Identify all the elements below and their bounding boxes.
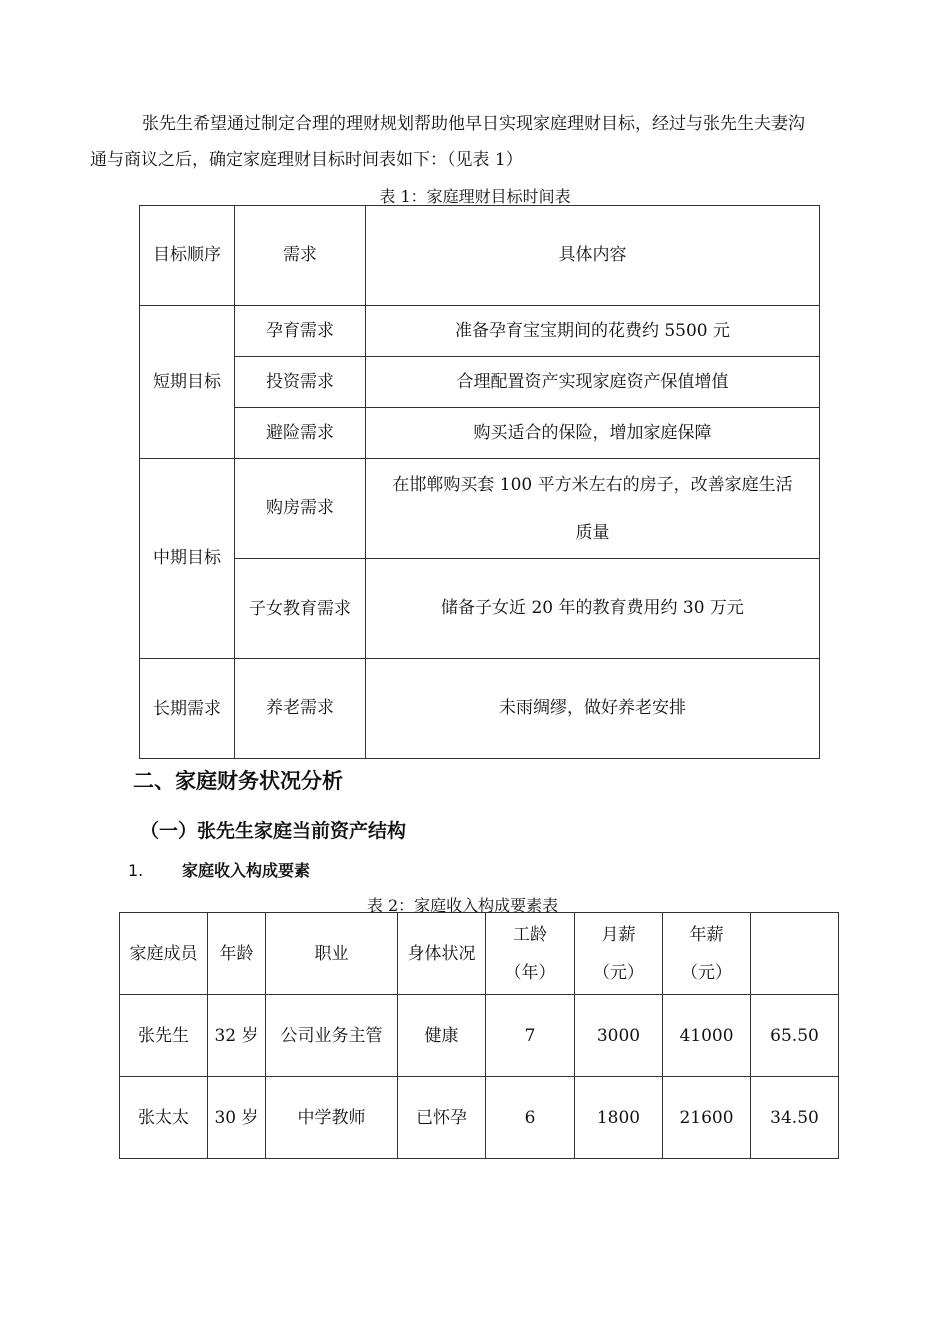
table-cell: 30 岁 <box>208 1077 266 1159</box>
section-heading: 二、家庭财务状况分析 <box>133 769 343 793</box>
header-cell: 身体状况 <box>398 913 486 995</box>
table-cell: 已怀孕 <box>398 1077 486 1159</box>
income-table <box>119 912 839 1159</box>
group-label: 长期需求 <box>140 659 235 759</box>
content-cell: 购买适合的保险，增加家庭保障 <box>366 408 820 459</box>
table-cell: 中学教师 <box>266 1077 398 1159</box>
header-cell: 月薪（元） <box>575 913 663 995</box>
table-row <box>140 459 820 559</box>
need-cell: 子女教育需求 <box>235 559 366 659</box>
table-cell: 21600 <box>663 1077 751 1159</box>
item-heading <box>128 858 310 881</box>
table-cell: 6 <box>486 1077 575 1159</box>
item-number: 1. <box>128 861 144 880</box>
header-cell: 目标顺序 <box>140 206 235 306</box>
table-cell: 32 岁 <box>208 995 266 1077</box>
intro-paragraph: 张先生希望通过制定合理的理财规划帮助他早日实现家庭理财目标，经过与张先生夫妻沟通与商议之后，确定家庭理财目标时间表如下：（见表 1） <box>90 114 805 170</box>
table-row <box>120 995 839 1077</box>
table-cell: 41000 <box>663 995 751 1077</box>
table-cell: 65.50 <box>751 995 839 1077</box>
table-cell: 健康 <box>398 995 486 1077</box>
group-label: 短期目标 <box>140 306 235 459</box>
table-row <box>120 1077 839 1159</box>
table-row <box>140 408 820 459</box>
content-cell: 合理配置资产实现家庭资产保值增值 <box>366 357 820 408</box>
table-cell: 公司业务主管 <box>266 995 398 1077</box>
header-cell: 具体内容 <box>366 206 820 306</box>
table-cell: 3000 <box>575 995 663 1077</box>
need-cell: 孕育需求 <box>235 306 366 357</box>
goals-table <box>139 205 820 759</box>
need-cell: 购房需求 <box>235 459 366 559</box>
item-text: 家庭收入构成要素 <box>182 861 311 880</box>
table2-caption: 表 2：家庭收入构成要素表 <box>366 896 559 915</box>
header-cell <box>751 913 839 995</box>
need-cell: 避险需求 <box>235 408 366 459</box>
table-row <box>140 659 820 759</box>
content-cell: 在邯郸购买套 100 平方米左右的房子，改善家庭生活质量 <box>366 459 820 559</box>
header-cell: 年薪（元） <box>663 913 751 995</box>
content-cell: 储备子女近 20 年的教育费用约 30 万元 <box>366 559 820 659</box>
header-cell: 职业 <box>266 913 398 995</box>
content-cell: 未雨绸缪，做好养老安排 <box>366 659 820 759</box>
table-row <box>140 306 820 357</box>
subsection-heading: （一）张先生家庭当前资产结构 <box>140 820 407 842</box>
table-cell: 7 <box>486 995 575 1077</box>
table1-caption: 表 1：家庭理财目标时间表 <box>379 187 571 206</box>
need-cell: 养老需求 <box>235 659 366 759</box>
table-header-row <box>120 913 839 995</box>
header-cell: 家庭成员 <box>120 913 208 995</box>
header-cell: 需求 <box>235 206 366 306</box>
table-header-row <box>140 206 820 306</box>
need-cell: 投资需求 <box>235 357 366 408</box>
table-cell: 张先生 <box>120 995 208 1077</box>
table-row <box>140 559 820 659</box>
table-cell: 1800 <box>575 1077 663 1159</box>
content-cell: 准备孕育宝宝期间的花费约 5500 元 <box>366 306 820 357</box>
header-cell: 工龄（年） <box>486 913 575 995</box>
table-row <box>140 357 820 408</box>
table-cell: 张太太 <box>120 1077 208 1159</box>
table-cell: 34.50 <box>751 1077 839 1159</box>
header-cell: 年龄 <box>208 913 266 995</box>
group-label: 中期目标 <box>140 459 235 659</box>
